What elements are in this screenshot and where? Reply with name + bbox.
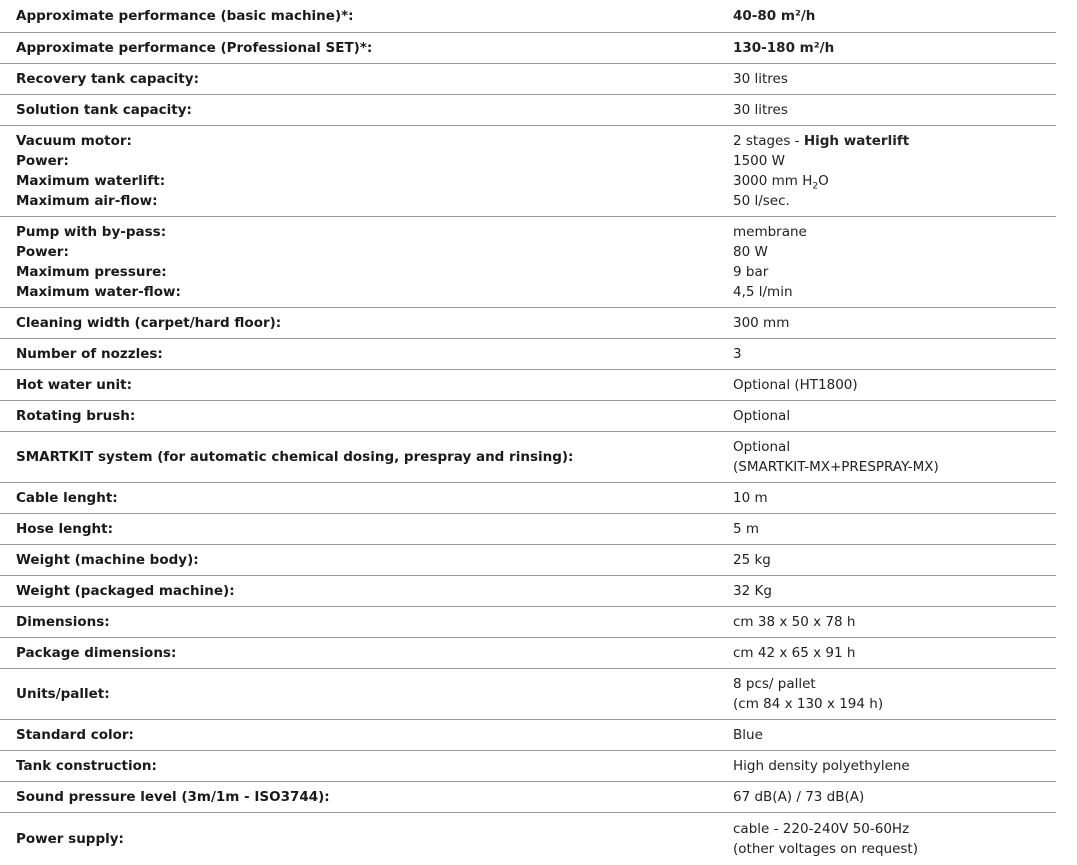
spec-label: [0, 581, 733, 601]
spec-value: [733, 550, 1056, 570]
spec-value: [733, 100, 1056, 120]
spec-value: [733, 344, 1056, 364]
value-line: 3: [733, 346, 742, 362]
spec-value: [733, 313, 1056, 333]
label-line: Dimensions:: [16, 614, 110, 630]
spec-row-smartkit: [0, 432, 1056, 483]
spec-label: [0, 550, 733, 570]
spec-row-tank-construction: [0, 751, 1056, 782]
value-line: 25 kg: [733, 552, 771, 568]
label-line: Maximum air-flow:: [16, 193, 158, 209]
spec-value: [733, 406, 1056, 426]
label-line: Tank construction:: [16, 758, 157, 774]
value-line: (SMARTKIT-MX+PRESPRAY-MX): [733, 459, 939, 475]
spec-label: [0, 684, 733, 704]
spec-value: [733, 612, 1056, 632]
label-line: Maximum waterlift:: [16, 173, 166, 189]
spec-row-units-pallet: [0, 669, 1056, 720]
spec-value: [733, 819, 1056, 859]
value-line: Optional (HT1800): [733, 377, 858, 393]
value-line: 80 W: [733, 244, 768, 260]
label-line: Hot water unit:: [16, 377, 132, 393]
spec-label: [0, 447, 733, 467]
spec-label: [0, 725, 733, 745]
spec-label: [0, 375, 733, 395]
value-line: 4,5 l/min: [733, 284, 793, 300]
subscript: 2: [812, 181, 819, 192]
value-line: 32 Kg: [733, 583, 772, 599]
spec-row-hose-length: [0, 514, 1056, 545]
spec-value: [733, 38, 1056, 58]
value-line: Optional: [733, 408, 791, 424]
label-line: Hose lenght:: [16, 521, 113, 537]
label-line: Weight (packaged machine):: [16, 583, 235, 599]
spec-row-cleaning-width: [0, 308, 1056, 339]
spec-label: [0, 488, 733, 508]
label-line: Rotating brush:: [16, 408, 136, 424]
spec-value: [733, 519, 1056, 539]
label-line: Cable lenght:: [16, 490, 118, 506]
value-line: 5 m: [733, 521, 760, 537]
label-line: Recovery tank capacity:: [16, 71, 199, 87]
spec-row-package-dimensions: [0, 638, 1056, 669]
label-line: Solution tank capacity:: [16, 102, 192, 118]
label-line: Power:: [16, 153, 69, 169]
label-line: SMARTKIT system (for automatic chemical dosing, prespray and rinsing):: [16, 449, 574, 465]
spec-row-weight-packaged: [0, 576, 1056, 607]
spec-row-power-supply: [0, 813, 1056, 865]
spec-value: [733, 756, 1056, 776]
value-line: [733, 171, 1056, 191]
value-highlight: High waterlift: [803, 133, 910, 149]
spec-label: [0, 69, 733, 89]
value-line: cable - 220-240V 50-60Hz: [733, 821, 910, 837]
spec-label: [0, 222, 733, 302]
label-line: Number of nozzles:: [16, 346, 163, 362]
spec-row-performance-basic: [0, 0, 1056, 33]
spec-label: [0, 6, 733, 26]
value-line: Blue: [733, 727, 763, 743]
value-text: 2 stages -: [733, 133, 804, 149]
spec-label: [0, 313, 733, 333]
spec-value: [733, 581, 1056, 601]
value-line: membrane: [733, 224, 807, 240]
value-line: 300 mm: [733, 315, 790, 331]
spec-label: [0, 829, 733, 849]
spec-value: [733, 375, 1056, 395]
label-line: Power:: [16, 244, 69, 260]
value-line: (other voltages on request): [733, 841, 918, 857]
spec-value: [733, 488, 1056, 508]
spec-value: [733, 725, 1056, 745]
value-line: 40-80 m²/h: [733, 8, 816, 24]
spec-row-rotating-brush: [0, 401, 1056, 432]
label-line: Package dimensions:: [16, 645, 177, 661]
spec-value: [733, 787, 1056, 807]
value-line: (cm 84 x 130 x 194 h): [733, 696, 884, 712]
spec-label: [0, 519, 733, 539]
label-line: Pump with by-pass:: [16, 224, 167, 240]
spec-value: [733, 674, 1056, 714]
spec-label: [0, 406, 733, 426]
value-line: 130-180 m²/h: [733, 40, 835, 56]
label-line: Approximate performance (Professional SET)*:: [16, 40, 373, 56]
spec-row-hot-water: [0, 370, 1056, 401]
value-line: 30 litres: [733, 102, 788, 118]
label-line: Maximum water-flow:: [16, 284, 181, 300]
spec-row-sound-pressure: [0, 782, 1056, 813]
spec-label: [0, 344, 733, 364]
spec-label: [0, 756, 733, 776]
value-line: 67 dB(A) / 73 dB(A): [733, 789, 865, 805]
spec-value: [733, 643, 1056, 663]
spec-row-pump: [0, 217, 1056, 308]
spec-label: [0, 612, 733, 632]
value-line: High density polyethylene: [733, 758, 910, 774]
spec-row-cable-length: [0, 483, 1056, 514]
value-line: 1500 W: [733, 153, 785, 169]
label-line: Standard color:: [16, 727, 134, 743]
value-line: cm 42 x 65 x 91 h: [733, 645, 856, 661]
label-line: Approximate performance (basic machine)*:: [16, 8, 354, 24]
spec-value: [733, 437, 1056, 477]
spec-row-nozzles: [0, 339, 1056, 370]
value-line: [733, 131, 1056, 151]
value-line: 10 m: [733, 490, 768, 506]
spec-row-recovery-tank: [0, 64, 1056, 95]
label-line: Maximum pressure:: [16, 264, 167, 280]
spec-row-performance-professional: [0, 33, 1056, 64]
label-line: Cleaning width (carpet/hard floor):: [16, 315, 282, 331]
label-line: Power supply:: [16, 831, 124, 847]
spec-label: [0, 100, 733, 120]
value-line: Optional: [733, 439, 791, 455]
spec-row-vacuum-motor: [0, 126, 1056, 217]
spec-row-solution-tank: [0, 95, 1056, 126]
spec-row-weight-body: [0, 545, 1056, 576]
spec-value: [733, 69, 1056, 89]
spec-row-dimensions: [0, 607, 1056, 638]
spec-label: [0, 38, 733, 58]
spec-value: [733, 222, 1056, 302]
value-line: 9 bar: [733, 264, 769, 280]
spec-label: [0, 131, 733, 211]
value-line: 30 litres: [733, 71, 788, 87]
spec-value: [733, 131, 1056, 211]
spec-label: [0, 643, 733, 663]
spec-label: [0, 787, 733, 807]
value-text: O: [818, 173, 829, 189]
value-line: 8 pcs/ pallet: [733, 676, 816, 692]
value-line: 50 l/sec.: [733, 193, 790, 209]
value-line: cm 38 x 50 x 78 h: [733, 614, 856, 630]
label-line: Weight (machine body):: [16, 552, 199, 568]
label-line: Sound pressure level (3m/1m - ISO3744):: [16, 789, 330, 805]
value-text: 3000 mm H: [733, 173, 813, 189]
spec-value: [733, 6, 1056, 26]
label-line: Units/pallet:: [16, 686, 110, 702]
spec-row-standard-color: [0, 720, 1056, 751]
label-line: Vacuum motor:: [16, 133, 132, 149]
